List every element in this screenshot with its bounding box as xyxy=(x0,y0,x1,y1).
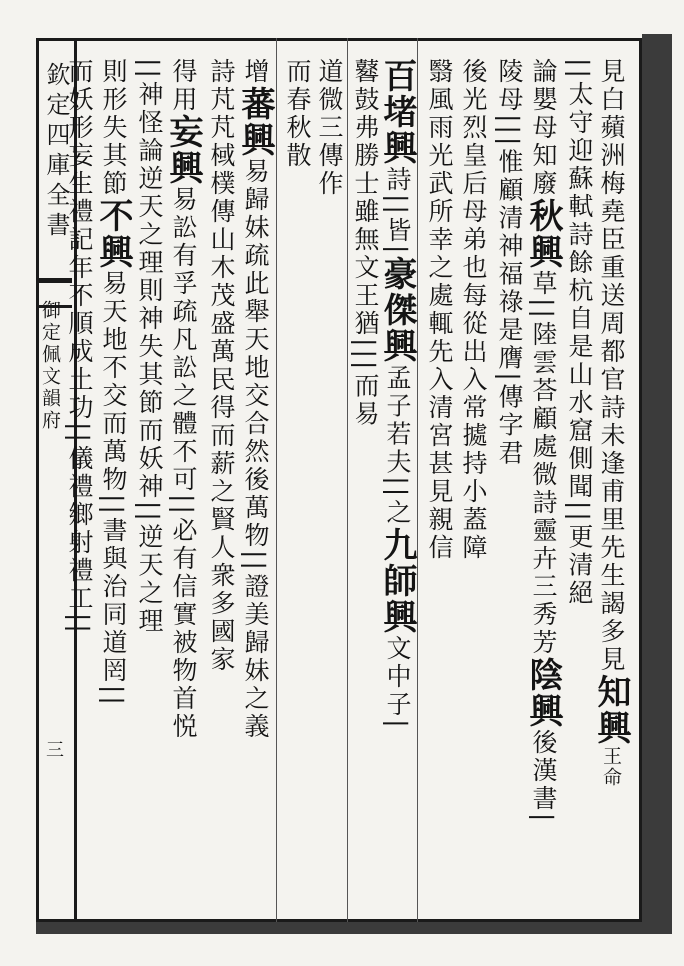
text-run: |惟顧清神福祿是膺 xyxy=(495,136,524,373)
text-run: 禮記年不順成土功||儀禮鄉射禮工|| xyxy=(65,198,94,636)
headword: 蕃興 xyxy=(235,86,275,158)
text-column xyxy=(204,58,238,908)
text-run: 增 xyxy=(241,58,270,86)
text-run: | xyxy=(383,244,412,257)
headword: 九師興 xyxy=(377,527,417,636)
column-divider xyxy=(417,38,418,922)
text-run: ||而易 xyxy=(351,349,380,429)
text-run: 後漢書| xyxy=(529,728,558,825)
text-column xyxy=(562,58,596,908)
text-run: 易歸妹疏此舉天地交合然後萬物||證美歸妹之義 xyxy=(241,158,270,741)
text-column xyxy=(280,58,314,908)
text-run: 孟子若夫||之 xyxy=(383,364,412,528)
text-run: 神怪論逆天之理則神失其節而妖神||逆天之理 xyxy=(135,80,164,636)
text-run: |傳字君 xyxy=(495,372,524,468)
text-run: 草||陸雲荅顧處微詩靈卉三秀芳 xyxy=(529,270,558,657)
text-column xyxy=(492,58,526,908)
text-column xyxy=(523,58,563,908)
book-subtitle: 御定佩文韻府 xyxy=(39,300,61,432)
headword: 秋興 xyxy=(523,198,563,270)
text-run: 道微三傳作 xyxy=(315,58,344,198)
text-column xyxy=(163,58,203,908)
text-run: 文中子| xyxy=(383,635,412,731)
headword: 不興 xyxy=(93,198,133,270)
text-run: 陵母|| xyxy=(495,58,524,137)
text-run: 則形失其節 xyxy=(99,58,128,198)
text-column xyxy=(132,58,166,908)
text-run: 論嬰母知廢 xyxy=(529,58,558,198)
text-column xyxy=(62,58,96,908)
text-run: 而妖形妄生 xyxy=(65,58,94,198)
headword: 陰興 xyxy=(523,656,563,729)
text-column xyxy=(235,58,275,908)
text-run: 易天地不交而萬物||書與治同道罔|| xyxy=(99,270,128,708)
page-edge-shadow-bottom xyxy=(36,922,672,934)
text-column xyxy=(422,58,456,908)
text-column xyxy=(456,58,490,908)
headword: 知興 xyxy=(591,674,631,746)
text-column xyxy=(93,58,133,908)
text-run: 士雖無文王猶| xyxy=(351,170,380,350)
text-run: 鼛鼓弗勝 xyxy=(351,58,380,170)
text-run: 得用 xyxy=(169,58,198,114)
text-run: || xyxy=(135,58,164,81)
text-column xyxy=(591,58,631,908)
headword: 百堵興 xyxy=(377,58,417,166)
text-run: 易訟有孚疏凡訟之體不可||必有信實被物首悦 xyxy=(169,186,198,741)
text-run: 見白蘋洲梅堯臣重送周都官詩未逢甫里先生謁多見 xyxy=(597,58,626,674)
page-edge-shadow xyxy=(642,34,672,934)
headword: 豪傑興 xyxy=(377,256,417,365)
annotation: 王命 xyxy=(600,746,622,788)
text-column xyxy=(348,58,382,908)
book-title: 欽定四庫全書 xyxy=(42,62,70,242)
text-run: 詩芃芃棫樸傳山木茂盛萬民得而薪之賢人衆多國家 xyxy=(207,58,236,674)
text-run: 而春秋散 xyxy=(283,58,312,170)
text-run: 後光烈皇后母弟也每從出入常㨿持小蓋障 xyxy=(459,58,488,562)
column-divider xyxy=(276,38,277,922)
text-column xyxy=(377,58,417,908)
page-number: 三 xyxy=(43,740,64,758)
text-run: ||太守迎蘇軾詩餘杭自是山水窟側聞||更清絕 xyxy=(565,58,594,608)
text-run: 詩||皆 xyxy=(383,166,412,245)
text-run: 翳風雨光武所幸之處輒先入清宮甚見親信 xyxy=(425,58,454,562)
text-column xyxy=(312,58,346,908)
headword: 妄興 xyxy=(163,114,203,186)
